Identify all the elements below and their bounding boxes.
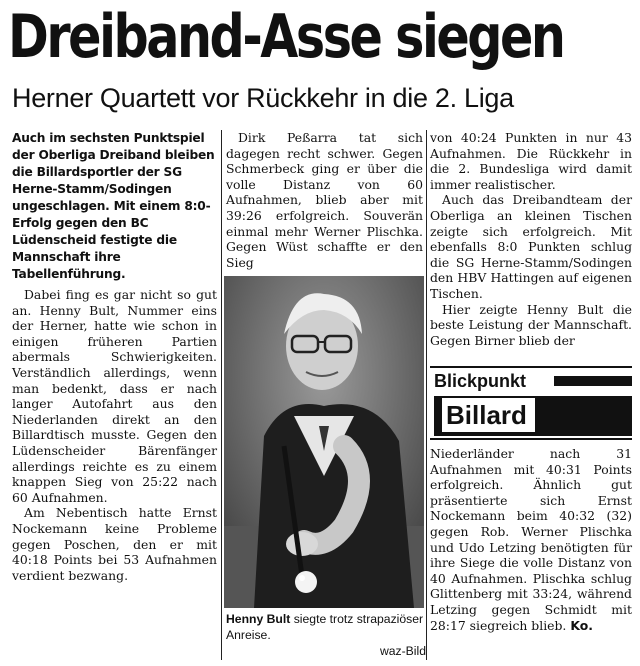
- body-paragraph: Am Nebentisch hatte Ernst Nockemann keine Probleme gegen Poschen, den er mit 40:18 Points bei 53 Aufnahmen verdient bezwang.: [12, 505, 217, 583]
- subheadline: Herner Quartett vor Rückkehr in die 2. Liga: [12, 83, 514, 113]
- caption-name: Henny Bult: [226, 612, 291, 626]
- body-text: Niederländer nach 31 Aufnahmen mit 40:31 Points erfolgreich. Ähnlich gut präsentierte sich Ernst Nockemann beim 40:32 (32) gegen Rob. Werner Plischka und Udo Letzing benötigten für ihre Siege die volle Distanz von 40 Aufnahmen. Plischka schlug Glittenberg mit 33:24, während Letzing gegen Schmidt mit 28:17 siegreich blieb.: [430, 446, 632, 633]
- body-paragraph: Hier zeigte Henny Bult die beste Leistung der Mannschaft. Gegen Birner blieb der: [430, 301, 632, 348]
- rubric-main: Billard: [442, 398, 535, 432]
- billiard-player-image: [224, 276, 424, 608]
- rubric-top: Blickpunkt: [434, 371, 527, 391]
- rubric-box: [430, 366, 632, 440]
- lead-paragraph: Auch im sechsten Punktspiel der Oberliga Dreiband bleiben die Billardsportler der SG Herne-Stamm/Sodingen ungeschlagen. Mit einem 8:0-Erfolg gegen den BC Lüdenscheid festigte die Mannschaft ihre Tabellenführung.: [12, 131, 215, 281]
- headline: Dreiband-Asse siegen: [8, 2, 564, 72]
- photo-credit: waz-Bild: [379, 644, 426, 658]
- body-paragraph: von 40:24 Punkten in nur 43 Aufnahmen. Die Rückkehr in die 2. Bundesliga wird damit immer realistischer.: [430, 130, 632, 192]
- column-rule: [426, 130, 427, 660]
- body-paragraph: Auch das Dreibandteam der Oberliga an kleinen Tischen zeigte sich erfolgreich. Mit ebenfalls 8:0 Punkten schlug die SG Herne-Stamm/Sodingen den HBV Hattingen auf eigenen Tischen.: [430, 192, 632, 301]
- column-3-continued: [430, 446, 632, 633]
- body-paragraph: Dabei fing es gar nicht so gut an. Henny Bult, Nummer eins der Herner, hatte wie schon in einigen früheren Partien abermals Schwierigkeiten. Verständlich allerdings, wenn man bedenkt, dass er nach langer Autofahrt aus den Niederlanden direkt an den Billardtisch musste. Gegen den Lüdenscheider Bärenfänger allerdings reichte es zu einem knappen Sieg von 25:22 nach 60 Aufnahmen.: [12, 287, 217, 505]
- body-paragraph: Dirk Peßarra tat sich dagegen recht schwer. Gegen Schmerbeck ging er über die volle Distanz von 60 Aufnahmen, blieb aber mit 39:26 erfolgreich. Souverän einmal mehr Werner Plischka. Gegen Wüst schaffte er den Sieg: [226, 130, 423, 270]
- photo-caption: [226, 611, 426, 659]
- column-3: [430, 130, 632, 348]
- author-signoff: Ko.: [570, 617, 593, 633]
- column-rule: [221, 130, 222, 660]
- rubric-bar: [554, 376, 632, 386]
- column-1: [12, 130, 217, 583]
- rubric-main-box: [434, 396, 632, 436]
- body-paragraph: [430, 446, 632, 633]
- player-photo: [224, 276, 424, 608]
- column-2: [226, 130, 423, 270]
- caption-text: siegte trotz strapaziöser Anreise.: [226, 612, 424, 642]
